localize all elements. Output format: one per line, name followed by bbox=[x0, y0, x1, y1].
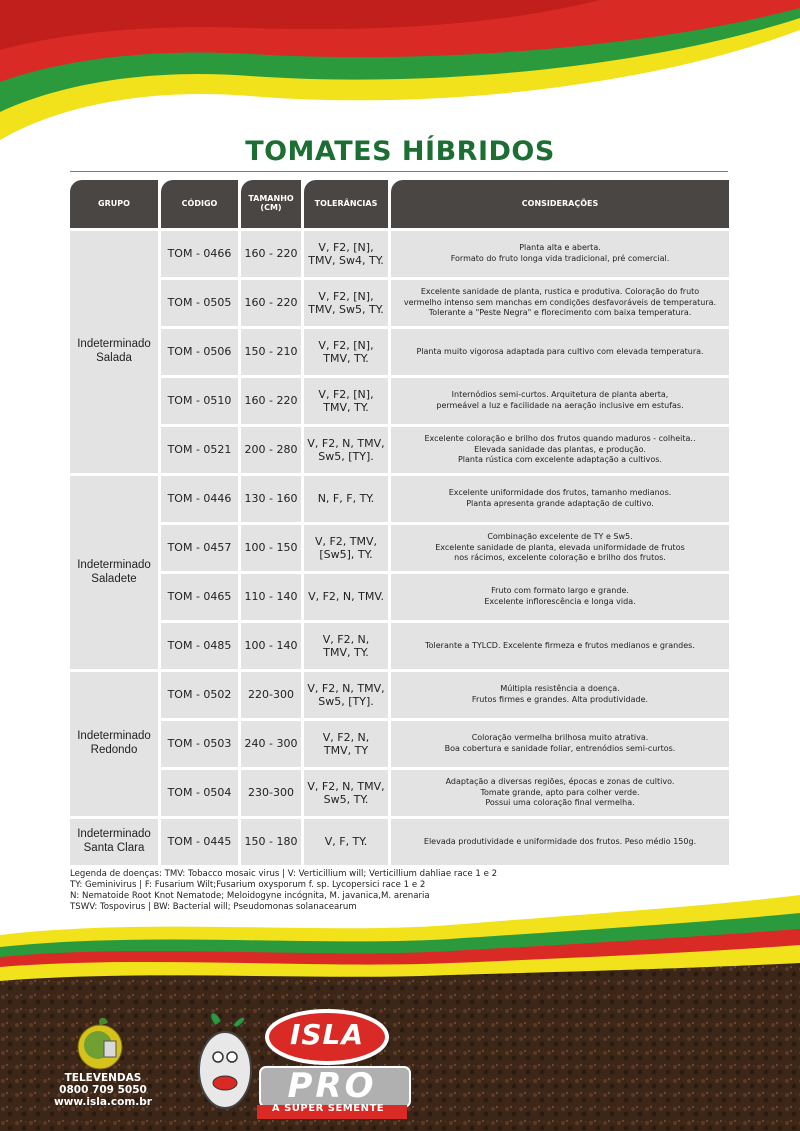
code-cell: TOM - 0502 bbox=[161, 672, 238, 718]
notes-cell bbox=[391, 378, 729, 424]
tolerance-line: TMV, Sw5, TY. bbox=[308, 303, 384, 316]
notes-line: Planta muito vigorosa adaptada para cultivo com elevada temperatura. bbox=[416, 346, 704, 356]
group-line2: Saladete bbox=[91, 572, 137, 585]
tolerance-line: V, F2, N, TMV, bbox=[307, 681, 385, 695]
notes-line: Planta rústica com excelente adaptação a cultivos. bbox=[457, 455, 663, 465]
brand-product: PRO bbox=[287, 1066, 377, 1106]
top-wave-decoration bbox=[0, 0, 800, 150]
legend-line: N: Nematoide Root Knot Nematode; Meloidogyne incógnita, M. javanica,M. arenaria bbox=[70, 891, 430, 901]
notes-line: Elevada sanidade das plantas, e produção. bbox=[474, 444, 646, 454]
code-cell: TOM - 0465 bbox=[161, 574, 238, 620]
tolerance-cell bbox=[304, 378, 388, 424]
group-cell bbox=[70, 672, 158, 816]
code-cell: TOM - 0506 bbox=[161, 329, 238, 375]
code-cell: TOM - 0503 bbox=[161, 721, 238, 767]
group-line1: Indeterminado bbox=[77, 730, 151, 743]
notes-line: Fruto com formato largo e grande. bbox=[491, 586, 629, 596]
tolerance-line: V, F2, [N], bbox=[318, 338, 374, 352]
size-cell: 240 - 300 bbox=[241, 721, 301, 767]
tolerance-line: TMV, TY bbox=[323, 744, 369, 757]
notes-line: Excelente inflorescência e longa vida. bbox=[484, 597, 636, 606]
group-cell bbox=[70, 231, 158, 473]
group-line1: Indeterminado bbox=[77, 828, 151, 841]
notes-cell bbox=[391, 525, 729, 571]
size-cell: 220-300 bbox=[241, 672, 301, 718]
group-line2: Redondo bbox=[90, 744, 138, 756]
code-cell: TOM - 0446 bbox=[161, 476, 238, 522]
tolerance-cell bbox=[304, 525, 388, 571]
tolerance-line: V, F2, [N], bbox=[318, 240, 374, 254]
code-cell: TOM - 0457 bbox=[161, 525, 238, 571]
group-line2: Salada bbox=[96, 352, 132, 364]
notes-line: Frutos firmes e grandes. Alta produtividade. bbox=[471, 695, 649, 704]
notes-line: Coloração vermelha brilhosa muito atrativa. bbox=[471, 733, 649, 743]
header-tamanho bbox=[241, 180, 301, 228]
notes-cell bbox=[391, 280, 729, 326]
notes-line: Elevada produtividade e uniformidade dos frutos. Peso médio 150g. bbox=[423, 836, 697, 846]
notes-line: Excelente coloração e brilho dos frutos quando maduros - colheita.. bbox=[424, 433, 696, 443]
size-cell: 230-300 bbox=[241, 770, 301, 816]
size-cell: 150 - 210 bbox=[241, 329, 301, 375]
notes-cell bbox=[391, 574, 729, 620]
notes-cell bbox=[391, 427, 729, 473]
tolerance-line: TMV, TY. bbox=[323, 646, 369, 659]
code-cell: TOM - 0510 bbox=[161, 378, 238, 424]
notes-line: Planta alta e aberta. bbox=[519, 243, 601, 253]
notes-cell bbox=[391, 770, 729, 816]
notes-cell bbox=[391, 476, 729, 522]
tolerance-line: TMV, Sw4, TY. bbox=[308, 254, 384, 267]
code-cell: TOM - 0505 bbox=[161, 280, 238, 326]
group-line2: Santa Clara bbox=[83, 842, 145, 854]
tolerance-line: V, F2, N, TMV. bbox=[308, 590, 384, 604]
group-cell bbox=[70, 476, 158, 669]
notes-cell bbox=[391, 819, 729, 865]
notes-line: Internódios semi-curtos. Arquitetura de planta aberta, bbox=[451, 390, 669, 400]
header-codigo: CÓDIGO bbox=[161, 180, 238, 228]
tolerance-line: V, F2, N, TMV, bbox=[307, 779, 385, 793]
notes-line: permeável a luz e facilidade na aeração inclusive em estufas. bbox=[436, 401, 684, 410]
title-divider bbox=[70, 171, 728, 172]
tolerance-line: V, F2, TMV, bbox=[314, 534, 378, 548]
notes-line: Tolerante a "Peste Negra" e florecimento com baixa temperatura. bbox=[428, 308, 692, 318]
brand-tagline: A SUPER SEMENTE bbox=[271, 1103, 385, 1114]
tolerance-cell bbox=[304, 721, 388, 767]
code-cell: TOM - 0445 bbox=[161, 819, 238, 865]
tolerance-cell bbox=[304, 819, 388, 865]
size-cell: 160 - 220 bbox=[241, 280, 301, 326]
notes-line: nos rácimos, excelente coloração e brilho dos frutos. bbox=[454, 553, 666, 563]
size-cell: 150 - 180 bbox=[241, 819, 301, 865]
notes-line: Planta apresenta grande adaptação de cultivo. bbox=[466, 499, 654, 508]
size-cell: 200 - 280 bbox=[241, 427, 301, 473]
tolerance-cell bbox=[304, 574, 388, 620]
tolerance-line: Sw5, [TY]. bbox=[318, 695, 374, 708]
contact-phone[interactable]: 0800 709 5050 bbox=[59, 1084, 147, 1096]
legend-line: TY: Geminivirus | F: Fusarium Wilt;Fusarium oxysporum f. sp. Lycopersici race 1 e 2 bbox=[70, 880, 426, 890]
tolerance-cell bbox=[304, 770, 388, 816]
header-tolerancias: TOLERÂNCIAS bbox=[304, 180, 388, 228]
notes-line: Boa cobertura e sanidade foliar, entrenódios semi-curtos. bbox=[444, 744, 676, 753]
tolerance-line: Sw5, [TY]. bbox=[318, 450, 374, 463]
size-cell: 100 - 150 bbox=[241, 525, 301, 571]
tolerance-line: V, F2, N, bbox=[322, 632, 370, 646]
header-tamanho-unit: (CM) bbox=[260, 203, 282, 212]
size-cell: 130 - 160 bbox=[241, 476, 301, 522]
tolerance-line: V, F2, N, TMV, bbox=[307, 436, 385, 450]
notes-line: vermelho intenso sem manchas em condições desfavoráveis de temperatura. bbox=[403, 297, 717, 307]
notes-line: Tomate grande, apto para colher verde. bbox=[480, 787, 640, 797]
tolerance-line: TMV, TY. bbox=[323, 352, 369, 365]
notes-line: Formato do fruto longa vida tradicional, pré comercial. bbox=[450, 254, 670, 263]
tolerance-cell bbox=[304, 231, 388, 277]
tolerance-line: V, F, TY. bbox=[324, 835, 368, 849]
notes-cell bbox=[391, 329, 729, 375]
notes-line: Excelente sanidade de planta, rustica e produtiva. Coloração do fruto bbox=[420, 286, 700, 296]
brand-name: ISLA bbox=[289, 1018, 365, 1051]
notes-line: Tolerante a TYLCD. Excelente firmeza e frutos medianos e grandes. bbox=[425, 640, 695, 650]
header-grupo: GRUPO bbox=[70, 180, 158, 228]
contact-label: TELEVENDAS bbox=[64, 1072, 142, 1084]
size-cell: 160 - 220 bbox=[241, 378, 301, 424]
size-cell: 100 - 140 bbox=[241, 623, 301, 669]
notes-line: Excelente sanidade de planta, elevada uniformidade de frutos bbox=[435, 542, 685, 552]
tolerance-cell bbox=[304, 623, 388, 669]
televendas-mascot-icon bbox=[70, 1015, 130, 1073]
contact-website[interactable]: www.isla.com.br bbox=[53, 1096, 152, 1108]
tolerance-line: V, F2, [N], bbox=[318, 289, 374, 303]
group-line1: Indeterminado bbox=[77, 558, 151, 571]
notes-cell bbox=[391, 231, 729, 277]
notes-line: Excelente uniformidade dos frutos, tamanho medianos. bbox=[448, 488, 672, 498]
tolerance-line: V, F2, [N], bbox=[318, 387, 374, 401]
legend-line: TSWV: Tospovirus | BW: Bacterial will; Pseudomonas solanacearum bbox=[70, 902, 357, 912]
code-cell: TOM - 0485 bbox=[161, 623, 238, 669]
tolerance-line: Sw5, TY. bbox=[323, 793, 369, 806]
notes-cell bbox=[391, 672, 729, 718]
notes-cell bbox=[391, 623, 729, 669]
tolerance-line: TMV, TY. bbox=[323, 401, 369, 414]
tolerance-cell bbox=[304, 476, 388, 522]
group-cell bbox=[70, 819, 158, 865]
page-title: TOMATES HÍBRIDOS bbox=[245, 136, 555, 167]
size-cell: 110 - 140 bbox=[241, 574, 301, 620]
tolerance-cell bbox=[304, 280, 388, 326]
tolerance-cell bbox=[304, 427, 388, 473]
notes-line: Possui uma coloração final vermelha. bbox=[485, 798, 635, 808]
notes-line: Múltipla resistência a doença. bbox=[500, 684, 620, 694]
notes-cell bbox=[391, 721, 729, 767]
code-cell: TOM - 0466 bbox=[161, 231, 238, 277]
tolerance-cell bbox=[304, 329, 388, 375]
notes-line: Adaptação a diversas regiões, épocas e zonas de cultivo. bbox=[445, 776, 675, 786]
legend-line: Legenda de doenças: TMV: Tobacco mosaic virus | V: Verticillium will; Verticillium dahliae race 1 e 2 bbox=[70, 869, 498, 879]
tolerance-line: N, F, F, TY. bbox=[317, 492, 375, 506]
tolerance-line: V, F2, N, bbox=[322, 730, 370, 744]
header-tamanho-label: TAMANHO bbox=[248, 194, 294, 204]
size-cell: 160 - 220 bbox=[241, 231, 301, 277]
header-consideracoes: CONSIDERAÇÕES bbox=[391, 180, 729, 228]
notes-line: Combinação excelente de TY e Sw5. bbox=[487, 531, 633, 541]
code-cell: TOM - 0521 bbox=[161, 427, 238, 473]
group-line1: Indeterminado bbox=[77, 338, 151, 351]
code-cell: TOM - 0504 bbox=[161, 770, 238, 816]
tolerance-line: [Sw5], TY. bbox=[319, 548, 373, 561]
contact-block bbox=[48, 1072, 158, 1108]
tolerance-cell bbox=[304, 672, 388, 718]
